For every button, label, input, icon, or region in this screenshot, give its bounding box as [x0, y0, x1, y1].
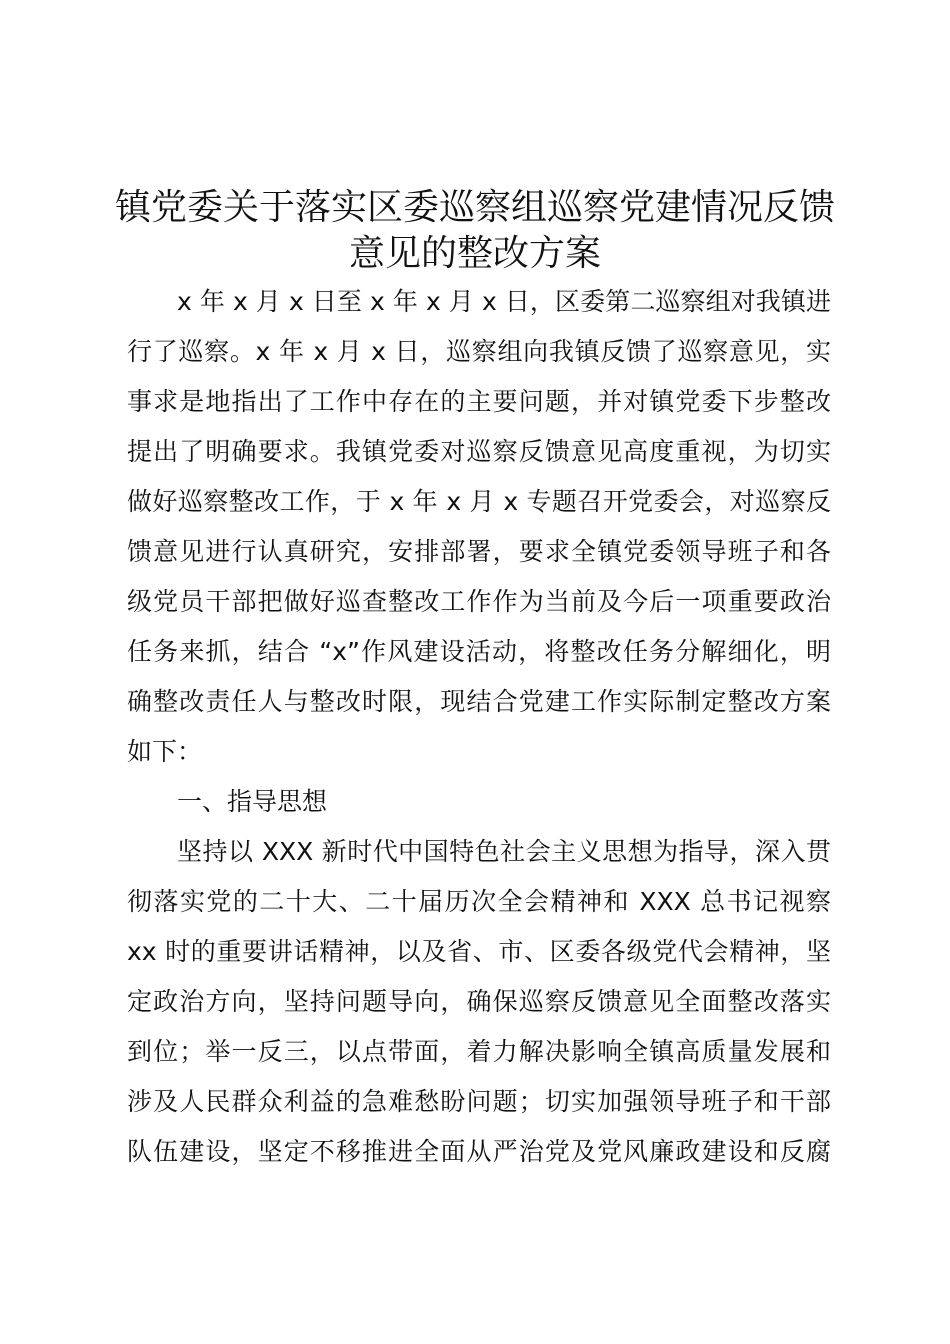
- paragraph-line: 彻落实党的二十大、二十届历次全会精神和 XXX 总书记视察: [127, 887, 831, 916]
- paragraph-line: 提出了明确要求。我镇党委对巡察反馈意见高度重视，为切实: [127, 437, 831, 466]
- paragraph-line: 队伍建设，坚定不移推进全面从严治党及党风廉政建设和反腐: [127, 1137, 831, 1166]
- document-title-line-1: 镇党委关于落实区委巡察组巡察党建情况反馈: [114, 187, 835, 228]
- paragraph-line: 行了巡察。x 年 x 月 x 日，巡察组向我镇反馈了巡察意见，实: [127, 337, 831, 366]
- paragraph-line: 确整改责任人与整改时限，现结合党建工作实际制定整改方案: [127, 687, 831, 716]
- paragraph-line: 事求是地指出了工作中存在的主要问题，并对镇党委下步整改: [127, 387, 831, 416]
- paragraph-line: xx 时的重要讲话精神，以及省、市、区委各级党代会精神，坚: [127, 937, 831, 966]
- paragraph-line: 到位；举一反三，以点带面，着力解决影响全镇高质量发展和: [127, 1037, 831, 1066]
- paragraph-line: 坚持以 XXX 新时代中国特色社会主义思想为指导，深入贯: [177, 837, 831, 866]
- document-title-line-2: 意见的整改方案: [348, 233, 601, 274]
- paragraph-line: 馈意见进行认真研究，安排部署，要求全镇党委领导班子和各: [127, 537, 831, 566]
- paragraph-line: x 年 x 月 x 日至 x 年 x 月 x 日，区委第二巡察组对我镇进: [177, 287, 831, 316]
- paragraph-line: 如下：: [127, 737, 203, 766]
- paragraph-line: 做好巡察整改工作，于 x 年 x 月 x 专题召开党委会，对巡察反: [127, 487, 831, 516]
- section-heading: 一、指导思想: [177, 787, 328, 816]
- paragraph-line: 涉及人民群众利益的急难愁盼问题；切实加强领导班子和干部: [127, 1087, 831, 1116]
- paragraph-line: 任务来抓，结合 “x”作风建设活动，将整改任务分解细化，明: [127, 637, 831, 666]
- paragraph-line: 定政治方向，坚持问题导向，确保巡察反馈意见全面整改落实: [127, 987, 831, 1016]
- paragraph-line: 级党员干部把做好巡查整改工作作为当前及今后一项重要政治: [127, 587, 831, 616]
